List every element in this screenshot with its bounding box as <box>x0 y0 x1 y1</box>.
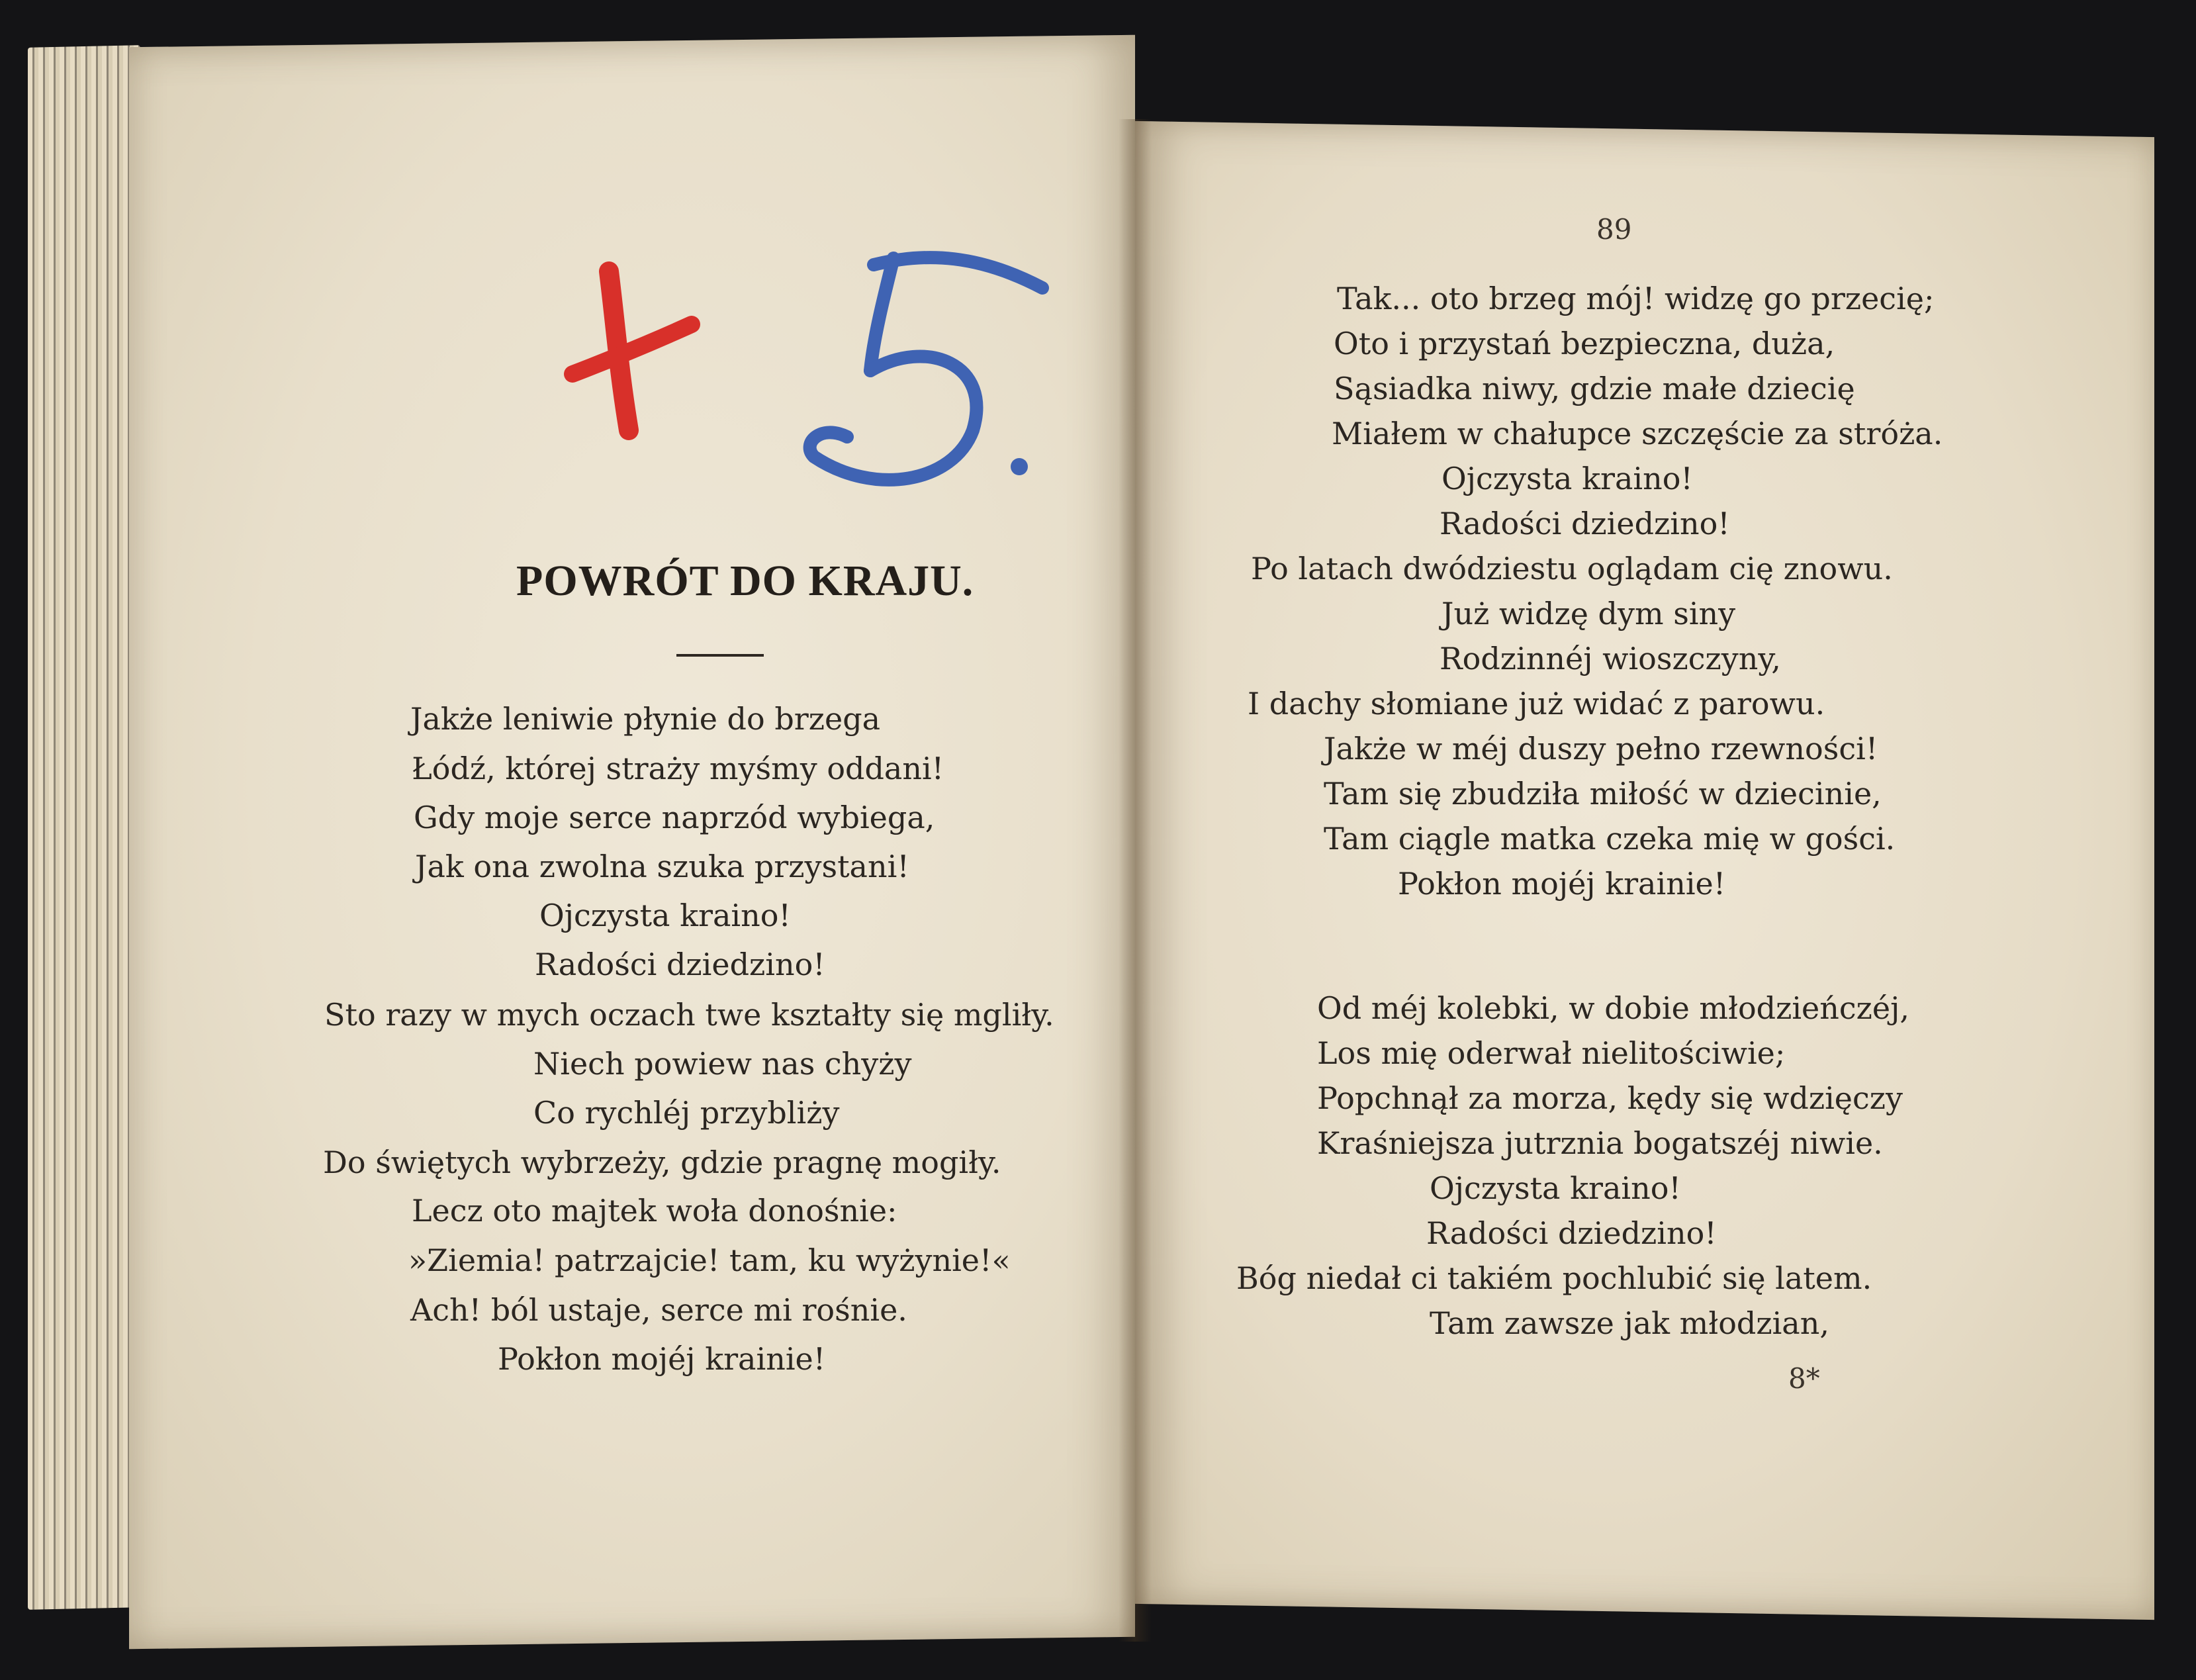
poem-line: Popchnął za morza, kędy się wdzięczy <box>1317 1080 1903 1116</box>
poem-line: Radości dziedzino! <box>1440 506 1730 541</box>
poem-line: Tam zawsze jak młodzian, <box>1430 1305 1829 1341</box>
signature-mark: 8* <box>1788 1362 1820 1395</box>
page-number: 89 <box>1596 213 1632 246</box>
poem-line: Gdy moje serce naprzód wybiega, <box>414 800 935 835</box>
poem-line: Sto razy w mych oczach twe kształty się mgliły. <box>324 997 1054 1033</box>
poem-line: Pokłon mojéj krainie! <box>498 1341 826 1377</box>
poem-line: Łódź, której straży myśmy oddani! <box>412 751 944 786</box>
book-gutter <box>1119 119 1152 1642</box>
poem-line: Po latach dwódziestu oglądam cię znowu. <box>1251 551 1893 586</box>
poem-line: Sąsiadka niwy, gdzie małe dziecię <box>1334 371 1855 406</box>
poem-line: Miałem w chałupce szczęście za stróża. <box>1332 416 1943 451</box>
page-edges <box>28 45 140 1610</box>
poem-line: Tam ciągle matka czeka mię w gości. <box>1324 821 1896 857</box>
poem-line: Już widzę dym siny <box>1441 596 1736 631</box>
poem-line: Pokłon mojéj krainie! <box>1398 866 1726 902</box>
poem-line: Tam się zbudziła miłość w dziecinie, <box>1324 776 1882 812</box>
poem-line: Jakże leniwie płynie do brzega <box>410 701 881 737</box>
poem-line: Bóg niedał ci takiém pochlubić się latem. <box>1236 1260 1872 1296</box>
poem-line: Od méj kolebki, w dobie młodzieńczéj, <box>1317 990 1910 1026</box>
poem-line: Do świętych wybrzeży, gdzie pragnę mogiły. <box>323 1144 1001 1180</box>
poem-line: Ojczysta kraino! <box>1441 461 1693 496</box>
poem-line: Tak... oto brzeg mój! widzę go przecię; <box>1337 281 1935 316</box>
poem-title: POWRÓT DO KRAJU. <box>516 557 974 605</box>
title-rule <box>676 654 764 657</box>
poem-line: Ach! ból ustaje, serce mi rośnie. <box>410 1292 907 1328</box>
poem-line: Ojczysta kraino! <box>539 898 791 933</box>
poem-line: Radości dziedzino! <box>535 947 825 982</box>
blue-five-annotation <box>794 238 1072 516</box>
red-cross-annotation <box>563 258 708 443</box>
poem-line: Rodzinnéj wioszczyny, <box>1440 641 1781 677</box>
poem-line: »Ziemia! patrzajcie! tam, ku wyżynie!« <box>408 1242 1011 1278</box>
poem-line: I dachy słomiane już widać z parowu. <box>1248 686 1825 722</box>
poem-line: Jak ona zwolna szuka przystani! <box>415 849 909 884</box>
poem-line: Radości dziedzino! <box>1426 1215 1717 1251</box>
poem-line: Oto i przystań bezpieczna, duża, <box>1334 326 1835 361</box>
poem-line: Los mię oderwał nielitościwie; <box>1317 1035 1786 1071</box>
poem-line: Lecz oto majtek woła donośnie: <box>412 1193 897 1229</box>
poem-line: Jakże w méj duszy pełno rzewności! <box>1324 731 1878 767</box>
poem-line: Ojczysta kraino! <box>1430 1170 1681 1206</box>
poem-line: Co rychléj przybliży <box>533 1095 840 1131</box>
poem-line: Niech powiew nas chyży <box>533 1046 912 1082</box>
poem-line: Kraśniejsza jutrznia bogatszéj niwie. <box>1317 1125 1883 1161</box>
